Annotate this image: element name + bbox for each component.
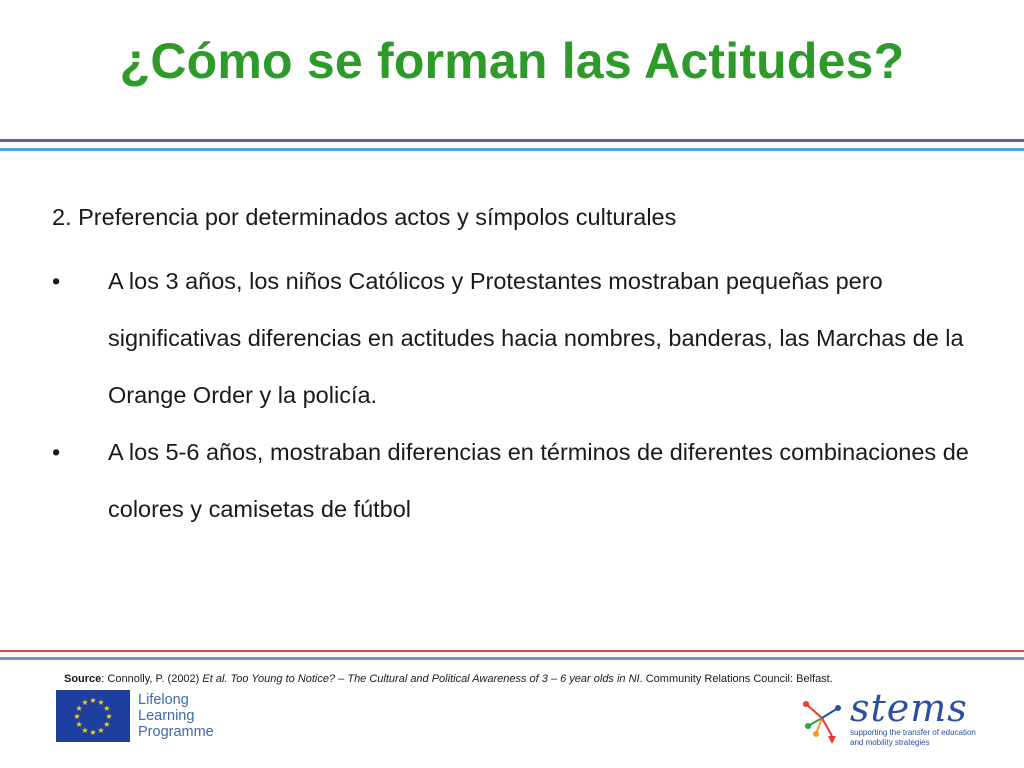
eu-star-icon: ★ <box>75 704 83 713</box>
lead-paragraph: 2. Preferencia por determinados actos y símpolos culturales <box>52 204 677 230</box>
stems-mark-icon <box>798 684 850 756</box>
llp-logo-text <box>138 692 214 740</box>
eu-star-icon: ★ <box>81 725 89 735</box>
stems-logo <box>798 684 978 756</box>
eu-star-icon: ★ <box>97 698 105 708</box>
bullet-marker: • <box>52 268 61 294</box>
eu-star-icon: ★ <box>103 720 111 729</box>
eu-star-icon: ★ <box>75 720 83 729</box>
slide-title: ¿Cómo se forman las Actitudes? <box>119 33 905 89</box>
bullet-item <box>52 424 992 538</box>
bullet-text: A los 3 años, los niños Católicos y Protestantes mostraban pequeñas pero significativas diferencias en actitudes hacia nombres, banderas, las Marchas de la Orange Order y la policía. <box>108 268 964 408</box>
llp-line: Programme <box>138 724 214 740</box>
source-citation-tail: . Community Relations Council: Belfast. <box>639 673 833 685</box>
stems-tagline-line: supporting the transfer of education <box>850 728 976 737</box>
eu-star-icon: ★ <box>89 696 97 705</box>
slide-body <box>52 200 992 538</box>
eu-star-icon: ★ <box>97 725 105 735</box>
bullet-marker: • <box>52 439 61 465</box>
stems-wordmark: stems <box>850 686 968 730</box>
eu-star-icon: ★ <box>103 704 111 713</box>
stems-tagline-line: and mobility strategies <box>850 738 930 747</box>
footer-rule-steel <box>0 657 1024 660</box>
eu-star-icon: ★ <box>89 728 97 737</box>
eu-star-icon: ★ <box>81 698 89 708</box>
lifelong-learning-logo <box>56 690 214 742</box>
footer-rule-red <box>0 650 1024 652</box>
eu-star-icon: ★ <box>73 712 81 721</box>
header-rule-blue <box>0 148 1024 151</box>
stems-tagline <box>850 728 976 748</box>
llp-line: Lifelong <box>138 692 189 708</box>
bullet-item <box>52 253 992 424</box>
source-label: Source <box>64 673 102 685</box>
eu-star-icon: ★ <box>105 712 113 721</box>
source-citation-plain: : Connolly, P. (2002) <box>101 673 203 685</box>
bullet-text: A los 5-6 años, mostraban diferencias en términos de diferentes combinaciones de colores y camisetas de fútbol <box>108 439 969 522</box>
llp-line: Learning <box>138 708 195 724</box>
eu-flag-icon <box>56 690 130 742</box>
header-rule-purple <box>0 139 1024 142</box>
source-title: Et al. Too Young to Notice? – The Cultural and Political Awareness of 3 – 6 year olds in NI <box>202 673 640 685</box>
